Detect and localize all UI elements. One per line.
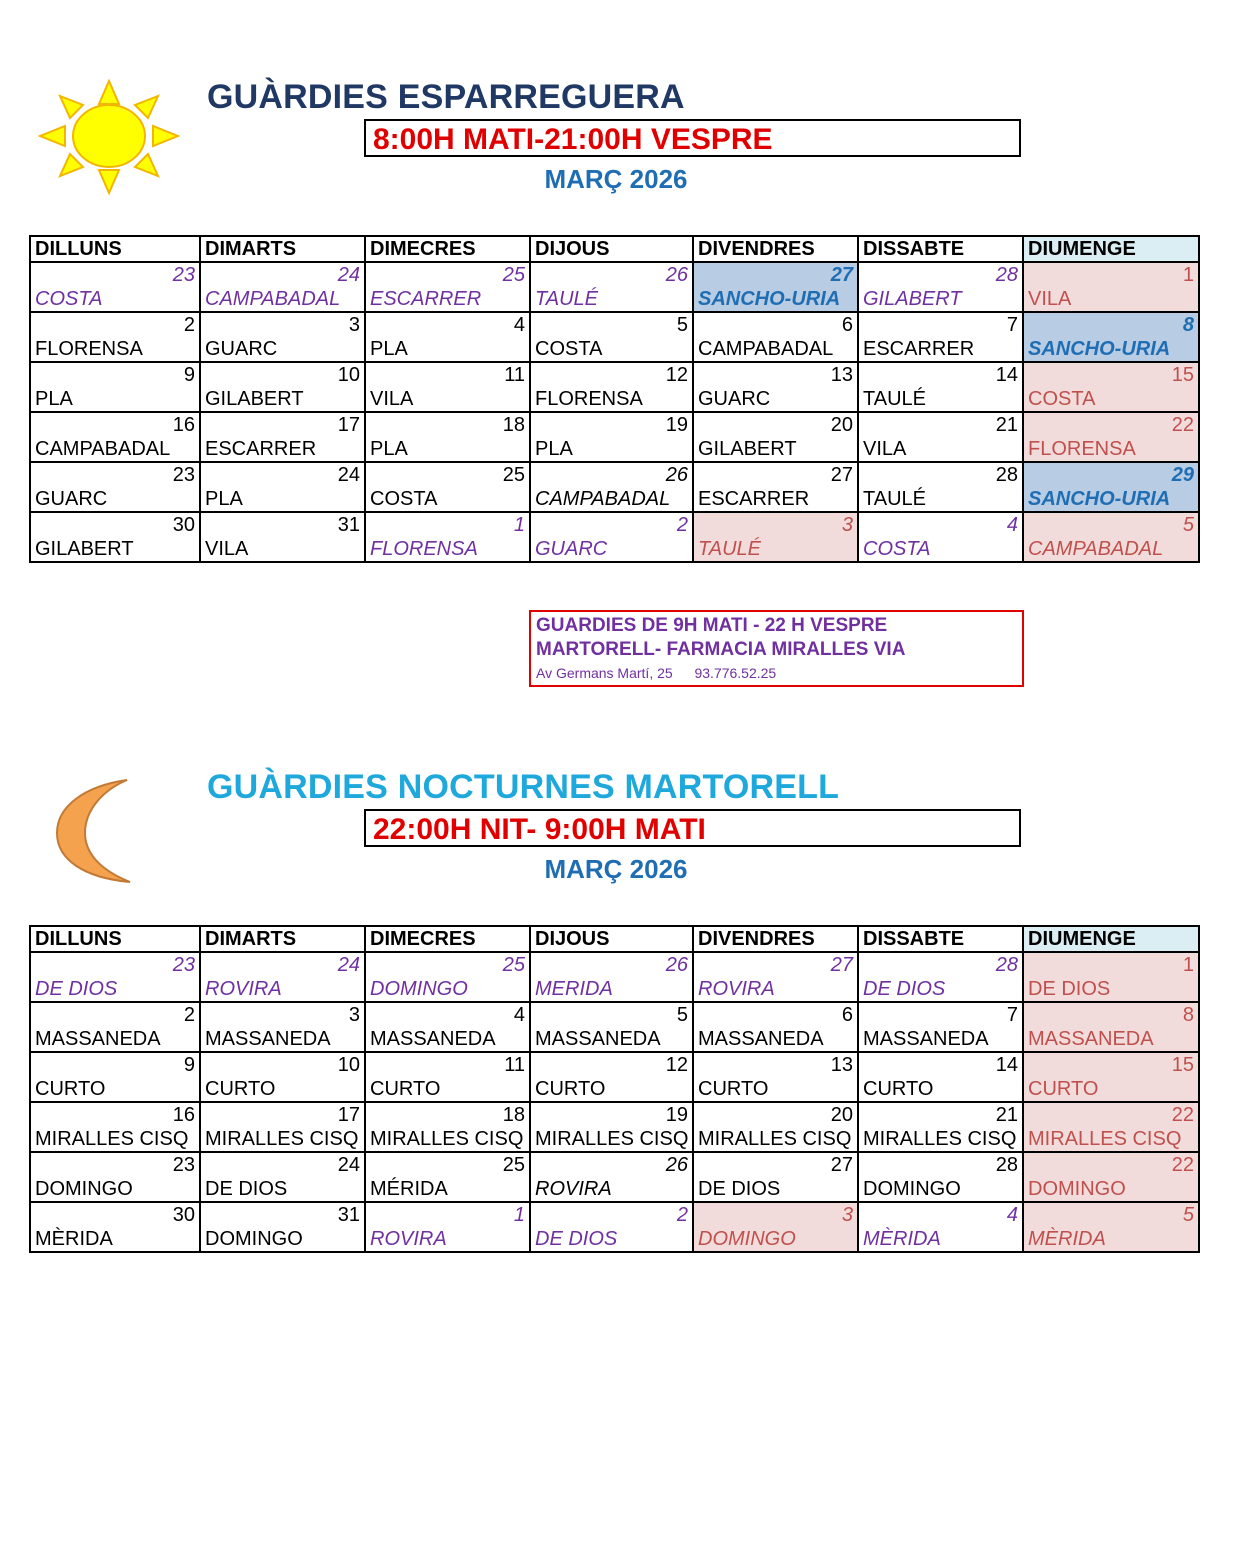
- date-cell: 23: [30, 462, 200, 487]
- date-cell: 13: [693, 1052, 858, 1077]
- date-cell: 7: [858, 1002, 1023, 1027]
- pharmacy-cell: MIRALLES CISQ: [365, 1127, 530, 1152]
- day-header: DIVENDRES: [693, 926, 858, 952]
- day-header: DILLUNS: [30, 926, 200, 952]
- pharmacy-cell: ESCARRER: [858, 337, 1023, 362]
- pharmacy-cell: FLORENSA: [365, 537, 530, 562]
- date-cell: 1: [1023, 262, 1199, 287]
- pharmacy-cell: GUARC: [530, 537, 693, 562]
- pharmacy-row: [30, 1027, 1199, 1052]
- date-cell: 17: [200, 412, 365, 437]
- pharmacy-row: [30, 487, 1199, 512]
- date-cell: 28: [858, 262, 1023, 287]
- pharmacy-cell: SANCHO-URIA: [1023, 337, 1199, 362]
- pharmacy-cell: TAULÉ: [693, 537, 858, 562]
- day-calendar-table: [29, 235, 1200, 563]
- date-cell: 23: [30, 262, 200, 287]
- pharmacy-cell: MÈRIDA: [30, 1227, 200, 1252]
- pharmacy-cell: VILA: [200, 537, 365, 562]
- date-cell: 12: [530, 1052, 693, 1077]
- pharmacy-cell: DE DIOS: [30, 977, 200, 1002]
- pharmacy-cell: MERIDA: [530, 977, 693, 1002]
- pharmacy-cell: VILA: [1023, 287, 1199, 312]
- pharmacy-cell: DOMINGO: [30, 1177, 200, 1202]
- pharmacy-cell: DOMINGO: [200, 1227, 365, 1252]
- pharmacy-cell: MIRALLES CISQ: [1023, 1127, 1199, 1152]
- date-cell: 22: [1023, 412, 1199, 437]
- pharmacy-cell: COSTA: [30, 287, 200, 312]
- pharmacy-cell: GILABERT: [200, 387, 365, 412]
- night-calendar-table: [29, 925, 1200, 1253]
- day-header-row: [30, 236, 1199, 262]
- pharmacy-cell: MASSANEDA: [365, 1027, 530, 1052]
- pharmacy-cell: CAMPABADAL: [1023, 537, 1199, 562]
- pharmacy-cell: COSTA: [365, 487, 530, 512]
- pharmacy-cell: GUARC: [200, 337, 365, 362]
- date-row: [30, 1152, 1199, 1177]
- date-cell: 23: [30, 1152, 200, 1177]
- pharmacy-cell: ROVIRA: [693, 977, 858, 1002]
- pharmacy-cell: FLORENSA: [530, 387, 693, 412]
- pharmacy-cell: COSTA: [858, 537, 1023, 562]
- pharmacy-cell: CURTO: [365, 1077, 530, 1102]
- day-header: DIMECRES: [365, 926, 530, 952]
- day-header: DIUMENGE: [1023, 236, 1199, 262]
- pharmacy-cell: TAULÉ: [858, 387, 1023, 412]
- day-header: DIMARTS: [200, 236, 365, 262]
- date-cell: 5: [1023, 1202, 1199, 1227]
- pharmacy-cell: COSTA: [1023, 387, 1199, 412]
- pharmacy-cell: SANCHO-URIA: [693, 287, 858, 312]
- date-cell: 26: [530, 1152, 693, 1177]
- date-row: [30, 512, 1199, 537]
- date-cell: 4: [858, 512, 1023, 537]
- date-cell: 6: [693, 1002, 858, 1027]
- date-cell: 5: [530, 312, 693, 337]
- pharmacy-row: [30, 1227, 1199, 1252]
- pharmacy-cell: CURTO: [693, 1077, 858, 1102]
- pharmacy-cell: PLA: [200, 487, 365, 512]
- pharmacy-cell: CAMPABADAL: [530, 487, 693, 512]
- pharmacy-cell: MIRALLES CISQ: [530, 1127, 693, 1152]
- pharmacy-cell: ESCARRER: [365, 287, 530, 312]
- date-row: [30, 412, 1199, 437]
- pharmacy-cell: MIRALLES CISQ: [693, 1127, 858, 1152]
- date-cell: 3: [200, 1002, 365, 1027]
- pharmacy-cell: GUARC: [30, 487, 200, 512]
- date-cell: 15: [1023, 362, 1199, 387]
- note-line2: MARTORELL- FARMACIA MIRALLES VIA: [536, 639, 906, 660]
- pharmacy-cell: GILABERT: [30, 537, 200, 562]
- date-cell: 24: [200, 1152, 365, 1177]
- pharmacy-cell: MASSANEDA: [693, 1027, 858, 1052]
- pharmacy-cell: PLA: [365, 337, 530, 362]
- moon-icon: [55, 778, 135, 884]
- date-cell: 2: [530, 1202, 693, 1227]
- date-cell: 8: [1023, 1002, 1199, 1027]
- date-cell: 3: [693, 1202, 858, 1227]
- pharmacy-cell: MIRALLES CISQ: [858, 1127, 1023, 1152]
- date-cell: 31: [200, 1202, 365, 1227]
- date-cell: 21: [858, 1102, 1023, 1127]
- date-cell: 24: [200, 462, 365, 487]
- pharmacy-cell: MASSANEDA: [858, 1027, 1023, 1052]
- date-cell: 29: [1023, 462, 1199, 487]
- date-cell: 10: [200, 1052, 365, 1077]
- date-cell: 11: [365, 1052, 530, 1077]
- date-cell: 22: [1023, 1102, 1199, 1127]
- pharmacy-cell: DOMINGO: [365, 977, 530, 1002]
- date-cell: 31: [200, 512, 365, 537]
- pharmacy-cell: DE DIOS: [858, 977, 1023, 1002]
- date-cell: 24: [200, 262, 365, 287]
- pharmacy-cell: MÈRIDA: [858, 1227, 1023, 1252]
- pharmacy-cell: ESCARRER: [200, 437, 365, 462]
- pharmacy-cell: TAULÉ: [530, 287, 693, 312]
- day-header: DIVENDRES: [693, 236, 858, 262]
- pharmacy-cell: MÉRIDA: [365, 1177, 530, 1202]
- date-cell: 20: [693, 1102, 858, 1127]
- date-cell: 4: [858, 1202, 1023, 1227]
- pharmacy-cell: COSTA: [530, 337, 693, 362]
- date-cell: 26: [530, 462, 693, 487]
- note-address: Av Germans Martí, 25: [536, 665, 673, 681]
- day-header: DIMECRES: [365, 236, 530, 262]
- date-row: [30, 362, 1199, 387]
- night-header-row: [30, 926, 1199, 952]
- pharmacy-cell: CURTO: [200, 1077, 365, 1102]
- pharmacy-row: [30, 287, 1199, 312]
- date-cell: 9: [30, 1052, 200, 1077]
- pharmacy-cell: CURTO: [530, 1077, 693, 1102]
- date-row: [30, 312, 1199, 337]
- pharmacy-cell: ROVIRA: [365, 1227, 530, 1252]
- date-cell: 13: [693, 362, 858, 387]
- night-hours: 22:00H NIT- 9:00H MATI: [364, 809, 1021, 847]
- date-cell: 2: [30, 312, 200, 337]
- pharmacy-row: [30, 1127, 1199, 1152]
- day-header: DIJOUS: [530, 926, 693, 952]
- martorell-day-note: [529, 610, 1024, 687]
- date-cell: 24: [200, 952, 365, 977]
- date-cell: 25: [365, 1152, 530, 1177]
- day-header: DIMARTS: [200, 926, 365, 952]
- day-header: DIJOUS: [530, 236, 693, 262]
- date-cell: 23: [30, 952, 200, 977]
- pharmacy-cell: CAMPABADAL: [693, 337, 858, 362]
- date-cell: 27: [693, 262, 858, 287]
- date-cell: 28: [858, 1152, 1023, 1177]
- pharmacy-cell: MASSANEDA: [530, 1027, 693, 1052]
- pharmacy-row: [30, 437, 1199, 462]
- pharmacy-cell: MÈRIDA: [1023, 1227, 1199, 1252]
- date-cell: 30: [30, 1202, 200, 1227]
- date-cell: 15: [1023, 1052, 1199, 1077]
- pharmacy-cell: MASSANEDA: [200, 1027, 365, 1052]
- pharmacy-cell: CURTO: [858, 1077, 1023, 1102]
- pharmacy-cell: DE DIOS: [200, 1177, 365, 1202]
- day-month: MARÇ 2026: [544, 164, 688, 194]
- date-cell: 1: [365, 1202, 530, 1227]
- date-cell: 10: [200, 362, 365, 387]
- pharmacy-cell: CURTO: [30, 1077, 200, 1102]
- pharmacy-cell: MIRALLES CISQ: [30, 1127, 200, 1152]
- pharmacy-cell: GUARC: [693, 387, 858, 412]
- note-line1: GUARDIES DE 9H MATI - 22 H VESPRE: [536, 615, 888, 636]
- date-cell: 27: [693, 462, 858, 487]
- day-header: DISSABTE: [858, 926, 1023, 952]
- date-cell: 6: [693, 312, 858, 337]
- date-cell: 12: [530, 362, 693, 387]
- pharmacy-cell: DE DIOS: [530, 1227, 693, 1252]
- sun-icon: [38, 78, 180, 196]
- date-cell: 19: [530, 1102, 693, 1127]
- date-cell: 22: [1023, 1152, 1199, 1177]
- date-cell: 20: [693, 412, 858, 437]
- date-cell: 14: [858, 362, 1023, 387]
- pharmacy-cell: FLORENSA: [1023, 437, 1199, 462]
- pharmacy-cell: TAULÉ: [858, 487, 1023, 512]
- pharmacy-cell: GILABERT: [858, 287, 1023, 312]
- day-hours: 8:00H MATI-21:00H VESPRE: [364, 119, 1021, 157]
- pharmacy-cell: DE DIOS: [693, 1177, 858, 1202]
- day-header: DISSABTE: [858, 236, 1023, 262]
- date-cell: 28: [858, 952, 1023, 977]
- pharmacy-cell: GILABERT: [693, 437, 858, 462]
- date-cell: 18: [365, 412, 530, 437]
- pharmacy-cell: SANCHO-URIA: [1023, 487, 1199, 512]
- pharmacy-row: [30, 387, 1199, 412]
- date-cell: 3: [693, 512, 858, 537]
- date-cell: 8: [1023, 312, 1199, 337]
- date-row: [30, 1052, 1199, 1077]
- day-header: DIUMENGE: [1023, 926, 1199, 952]
- pharmacy-cell: ESCARRER: [693, 487, 858, 512]
- date-row: [30, 952, 1199, 977]
- pharmacy-cell: FLORENSA: [30, 337, 200, 362]
- date-cell: 16: [30, 412, 200, 437]
- date-cell: 27: [693, 1152, 858, 1177]
- date-cell: 14: [858, 1052, 1023, 1077]
- pharmacy-row: [30, 1077, 1199, 1102]
- date-cell: 21: [858, 412, 1023, 437]
- pharmacy-cell: MASSANEDA: [30, 1027, 200, 1052]
- date-cell: 26: [530, 262, 693, 287]
- date-row: [30, 1002, 1199, 1027]
- date-cell: 5: [530, 1002, 693, 1027]
- date-row: [30, 262, 1199, 287]
- night-month: MARÇ 2026: [544, 854, 688, 884]
- day-header: DILLUNS: [30, 236, 200, 262]
- date-cell: 27: [693, 952, 858, 977]
- pharmacy-row: [30, 977, 1199, 1002]
- date-cell: 11: [365, 362, 530, 387]
- date-cell: 28: [858, 462, 1023, 487]
- pharmacy-row: [30, 537, 1199, 562]
- date-cell: 19: [530, 412, 693, 437]
- date-cell: 2: [530, 512, 693, 537]
- pharmacy-cell: CAMPABADAL: [30, 437, 200, 462]
- date-row: [30, 462, 1199, 487]
- pharmacy-cell: VILA: [858, 437, 1023, 462]
- pharmacy-cell: PLA: [30, 387, 200, 412]
- pharmacy-cell: PLA: [365, 437, 530, 462]
- date-cell: 5: [1023, 512, 1199, 537]
- pharmacy-cell: ROVIRA: [530, 1177, 693, 1202]
- date-cell: 17: [200, 1102, 365, 1127]
- pharmacy-cell: DOMINGO: [1023, 1177, 1199, 1202]
- note-phone: 93.776.52.25: [694, 665, 777, 681]
- day-title: GUÀRDIES ESPARREGUERA: [207, 78, 685, 116]
- pharmacy-row: [30, 1177, 1199, 1202]
- date-row: [30, 1102, 1199, 1127]
- date-cell: 4: [365, 1002, 530, 1027]
- date-cell: 1: [1023, 952, 1199, 977]
- date-cell: 25: [365, 262, 530, 287]
- pharmacy-cell: CURTO: [1023, 1077, 1199, 1102]
- pharmacy-cell: DE DIOS: [1023, 977, 1199, 1002]
- date-cell: 2: [30, 1002, 200, 1027]
- pharmacy-cell: ROVIRA: [200, 977, 365, 1002]
- date-row: [30, 1202, 1199, 1227]
- date-cell: 1: [365, 512, 530, 537]
- date-cell: 25: [365, 462, 530, 487]
- date-cell: 26: [530, 952, 693, 977]
- date-cell: 7: [858, 312, 1023, 337]
- pharmacy-cell: DOMINGO: [693, 1227, 858, 1252]
- date-cell: 25: [365, 952, 530, 977]
- pharmacy-cell: VILA: [365, 387, 530, 412]
- date-cell: 30: [30, 512, 200, 537]
- pharmacy-cell: PLA: [530, 437, 693, 462]
- date-cell: 3: [200, 312, 365, 337]
- date-cell: 4: [365, 312, 530, 337]
- pharmacy-cell: CAMPABADAL: [200, 287, 365, 312]
- note-address-line: [536, 662, 1017, 684]
- date-cell: 16: [30, 1102, 200, 1127]
- pharmacy-cell: MASSANEDA: [1023, 1027, 1199, 1052]
- pharmacy-row: [30, 337, 1199, 362]
- night-title: GUÀRDIES NOCTURNES MARTORELL: [207, 768, 840, 806]
- date-cell: 18: [365, 1102, 530, 1127]
- pharmacy-cell: MIRALLES CISQ: [200, 1127, 365, 1152]
- pharmacy-cell: DOMINGO: [858, 1177, 1023, 1202]
- date-cell: 9: [30, 362, 200, 387]
